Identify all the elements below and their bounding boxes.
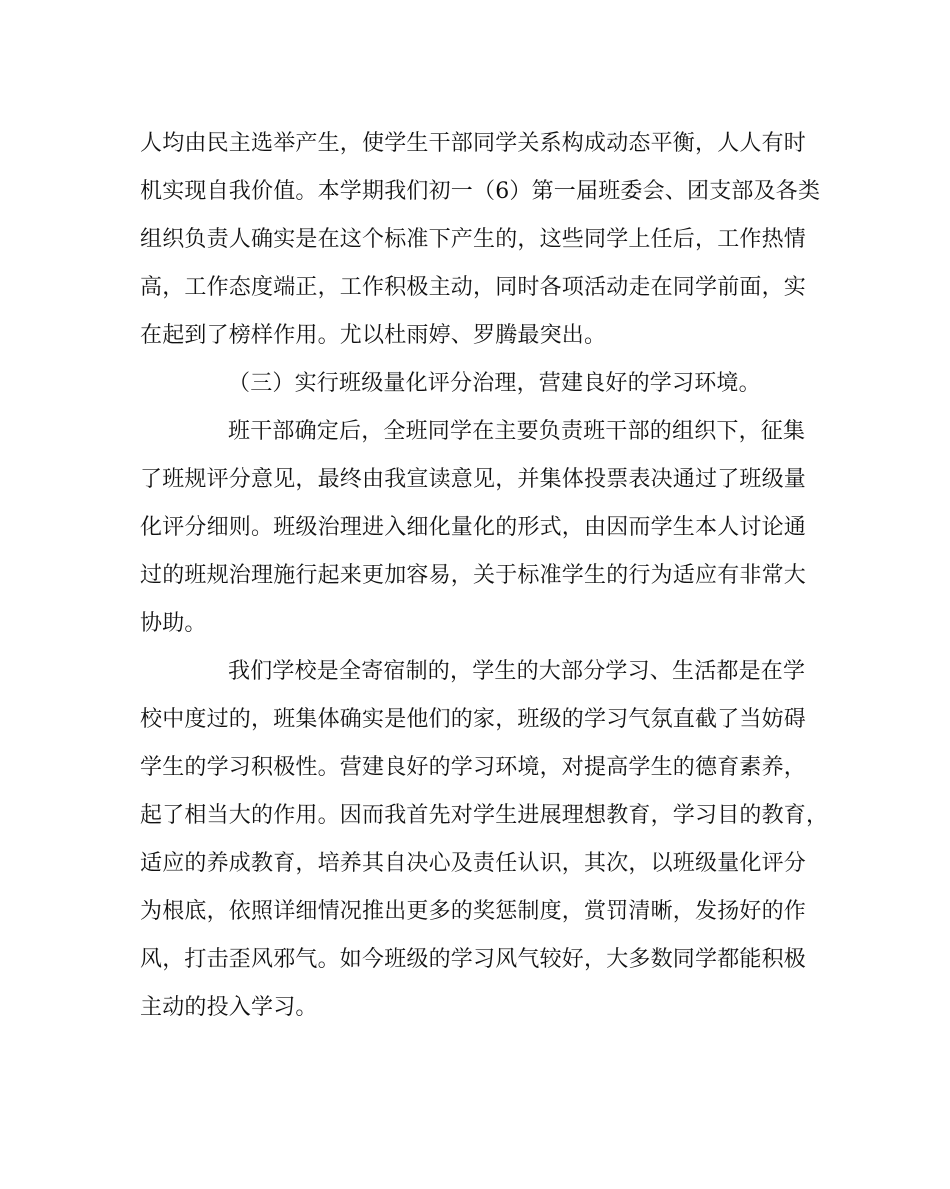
body-text xyxy=(140,120,829,1032)
text-line: 校中度过的，班集体确实是他们的家，班级的学习气氛直截了当妨碍 xyxy=(140,707,807,732)
text-line: 了班规评分意见，最终由我宣读意见，并集体投票表决通过了班级量 xyxy=(140,467,807,492)
paragraph-start: 我们学校是全寄宿制的，学生的大部分学习、生活都是在学 xyxy=(228,659,806,684)
text-line: 机实现自我价值。本学期我们初一（6）第一届班委会、团支部及各类 xyxy=(140,179,821,204)
section-heading: （三）实行班级量化评分治理，营建良好的学习环境。 xyxy=(228,371,761,396)
text-line: 高，工作态度端正，工作积极主动，同时各项活动走在同学前面，实 xyxy=(140,275,807,300)
text-line: 风，打击歪风邪气。如今班级的学习风气较好，大多数同学都能积极 xyxy=(140,947,807,972)
text-line: 学生的学习积极性。营建良好的学习环境，对提高学生的德育素养， xyxy=(140,755,807,780)
text-line: 协助。 xyxy=(140,611,207,636)
paragraph-start: 班干部确定后，全班同学在主要负责班干部的组织下，征集 xyxy=(228,419,806,444)
text-line: 人均由民主选举产生，使学生干部同学关系构成动态平衡，人人有时 xyxy=(140,131,807,156)
text-line: 适应的养成教育，培养其自决心及责任认识，其次，以班级量化评分 xyxy=(140,851,807,876)
text-line: 在起到了榜样作用。尤以杜雨婷、罗腾最突出。 xyxy=(140,323,607,348)
text-line: 化评分细则。班级治理进入细化量化的形式，由因而学生本人讨论通 xyxy=(140,515,807,540)
text-line: 组织负责人确实是在这个标准下产生的，这些同学上任后，工作热情 xyxy=(140,227,807,252)
text-line: 起了相当大的作用。因而我首先对学生进展理想教育，学习目的教育， xyxy=(140,803,829,828)
text-line: 为根底，依照详细情况推出更多的奖惩制度，赏罚清晰，发扬好的作 xyxy=(140,899,807,924)
text-line: 过的班规治理施行起来更加容易，关于标准学生的行为适应有非常大 xyxy=(140,563,807,588)
text-line: 主动的投入学习。 xyxy=(140,995,318,1020)
